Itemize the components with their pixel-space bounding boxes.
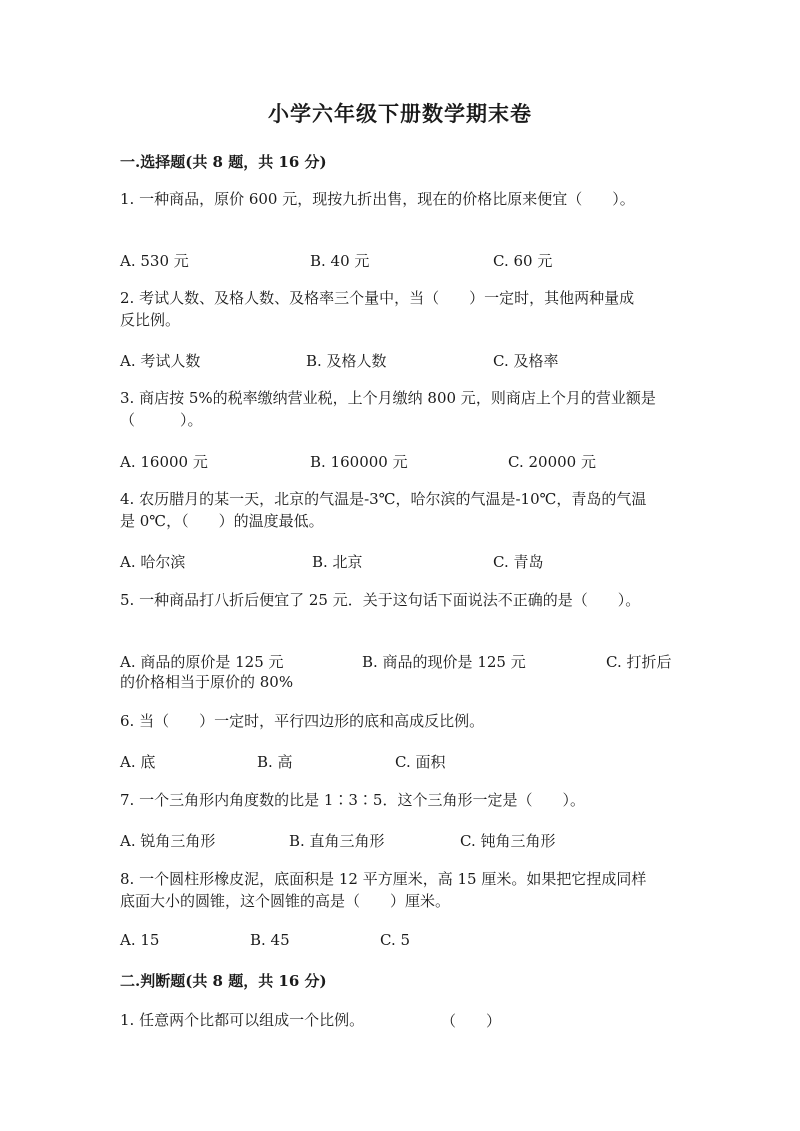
question-4-option-b: B. 北京 — [312, 553, 363, 571]
question-1-option-b: B. 40 元 — [310, 252, 370, 270]
question-7-text: 7. 一个三角形内角度数的比是 1∶3∶5．这个三角形一定是（ ）。 — [120, 791, 585, 809]
question-5-text: 5. 一种商品打八折后便宜了 25 元．关于这句话下面说法不正确的是（ ）。 — [120, 591, 641, 609]
question-5-option-a: A. 商品的原价是 125 元 — [120, 653, 284, 671]
question-3-option-c: C. 20000 元 — [508, 453, 596, 471]
page-title: 小学六年级下册数学期末卷 — [268, 101, 532, 126]
question-4-option-a: A. 哈尔滨 — [120, 553, 186, 571]
question-2-text-line-2: 反比例。 — [120, 311, 181, 329]
question-1-text: 1. 一种商品，原价 600 元，现按九折出售，现在的价格比原来便宜（ ）。 — [120, 190, 635, 208]
question-7-option-a: A. 锐角三角形 — [120, 832, 216, 850]
question-6-text: 6. 当（ ）一定时，平行四边形的底和高成反比例。 — [120, 712, 485, 730]
question-8-option-c: C. 5 — [380, 931, 411, 949]
question-2-option-b: B. 及格人数 — [306, 352, 387, 370]
question-3-text-line-1: 3. 商店按 5%的税率缴纳营业税，上个月缴纳 800 元，则商店上个月的营业额是 — [120, 389, 656, 407]
question-1-option-c: C. 60 元 — [493, 252, 553, 270]
question-7-option-c: C. 钝角三角形 — [460, 832, 556, 850]
question-6-option-a: A. 底 — [120, 753, 156, 771]
question-8-text-line-2: 底面大小的圆锥，这个圆锥的高是（ ）厘米。 — [120, 892, 451, 910]
section-heading-choice: 一.选择题(共 8 题，共 16 分) — [120, 153, 327, 171]
question-5-option-c: C. 打折后 — [606, 653, 672, 671]
question-3-text-line-2: （ ）。 — [120, 411, 203, 429]
question-6-option-c: C. 面积 — [395, 753, 446, 771]
question-5-option-b: B. 商品的现价是 125 元 — [362, 653, 526, 671]
judgement-1-answer-blank: （ ） — [441, 1012, 502, 1030]
question-2-option-c: C. 及格率 — [493, 352, 559, 370]
section-heading-judgement: 二.判断题(共 8 题，共 16 分) — [120, 972, 327, 990]
judgement-1-text: 1. 任意两个比都可以组成一个比例。 — [120, 1011, 365, 1029]
question-8-option-b: B. 45 — [250, 931, 290, 949]
question-8-option-a: A. 15 — [120, 931, 160, 949]
question-4-text-line-1: 4. 农历腊月的某一天，北京的气温是-3℃，哈尔滨的气温是-10℃，青岛的气温 — [120, 490, 647, 508]
question-7-option-b: B. 直角三角形 — [289, 832, 385, 850]
question-2-text-line-1: 2. 考试人数、及格人数、及格率三个量中，当（ ）一定时，其他两种量成 — [120, 289, 635, 307]
question-4-option-c: C. 青岛 — [493, 553, 544, 571]
question-1-option-a: A. 530 元 — [120, 252, 189, 270]
question-3-option-a: A. 16000 元 — [120, 453, 208, 471]
question-8-text-line-1: 8. 一个圆柱形橡皮泥，底面积是 12 平方厘米，高 15 厘米。如果把它捏成同样 — [120, 870, 647, 888]
question-2-option-a: A. 考试人数 — [120, 352, 201, 370]
question-6-option-b: B. 高 — [257, 753, 293, 771]
question-5-option-c-continued: 的价格相当于原价的 80% — [120, 673, 294, 691]
question-4-text-line-2: 是 0℃，（ ）的温度最低。 — [120, 512, 324, 530]
question-3-option-b: B. 160000 元 — [310, 453, 408, 471]
